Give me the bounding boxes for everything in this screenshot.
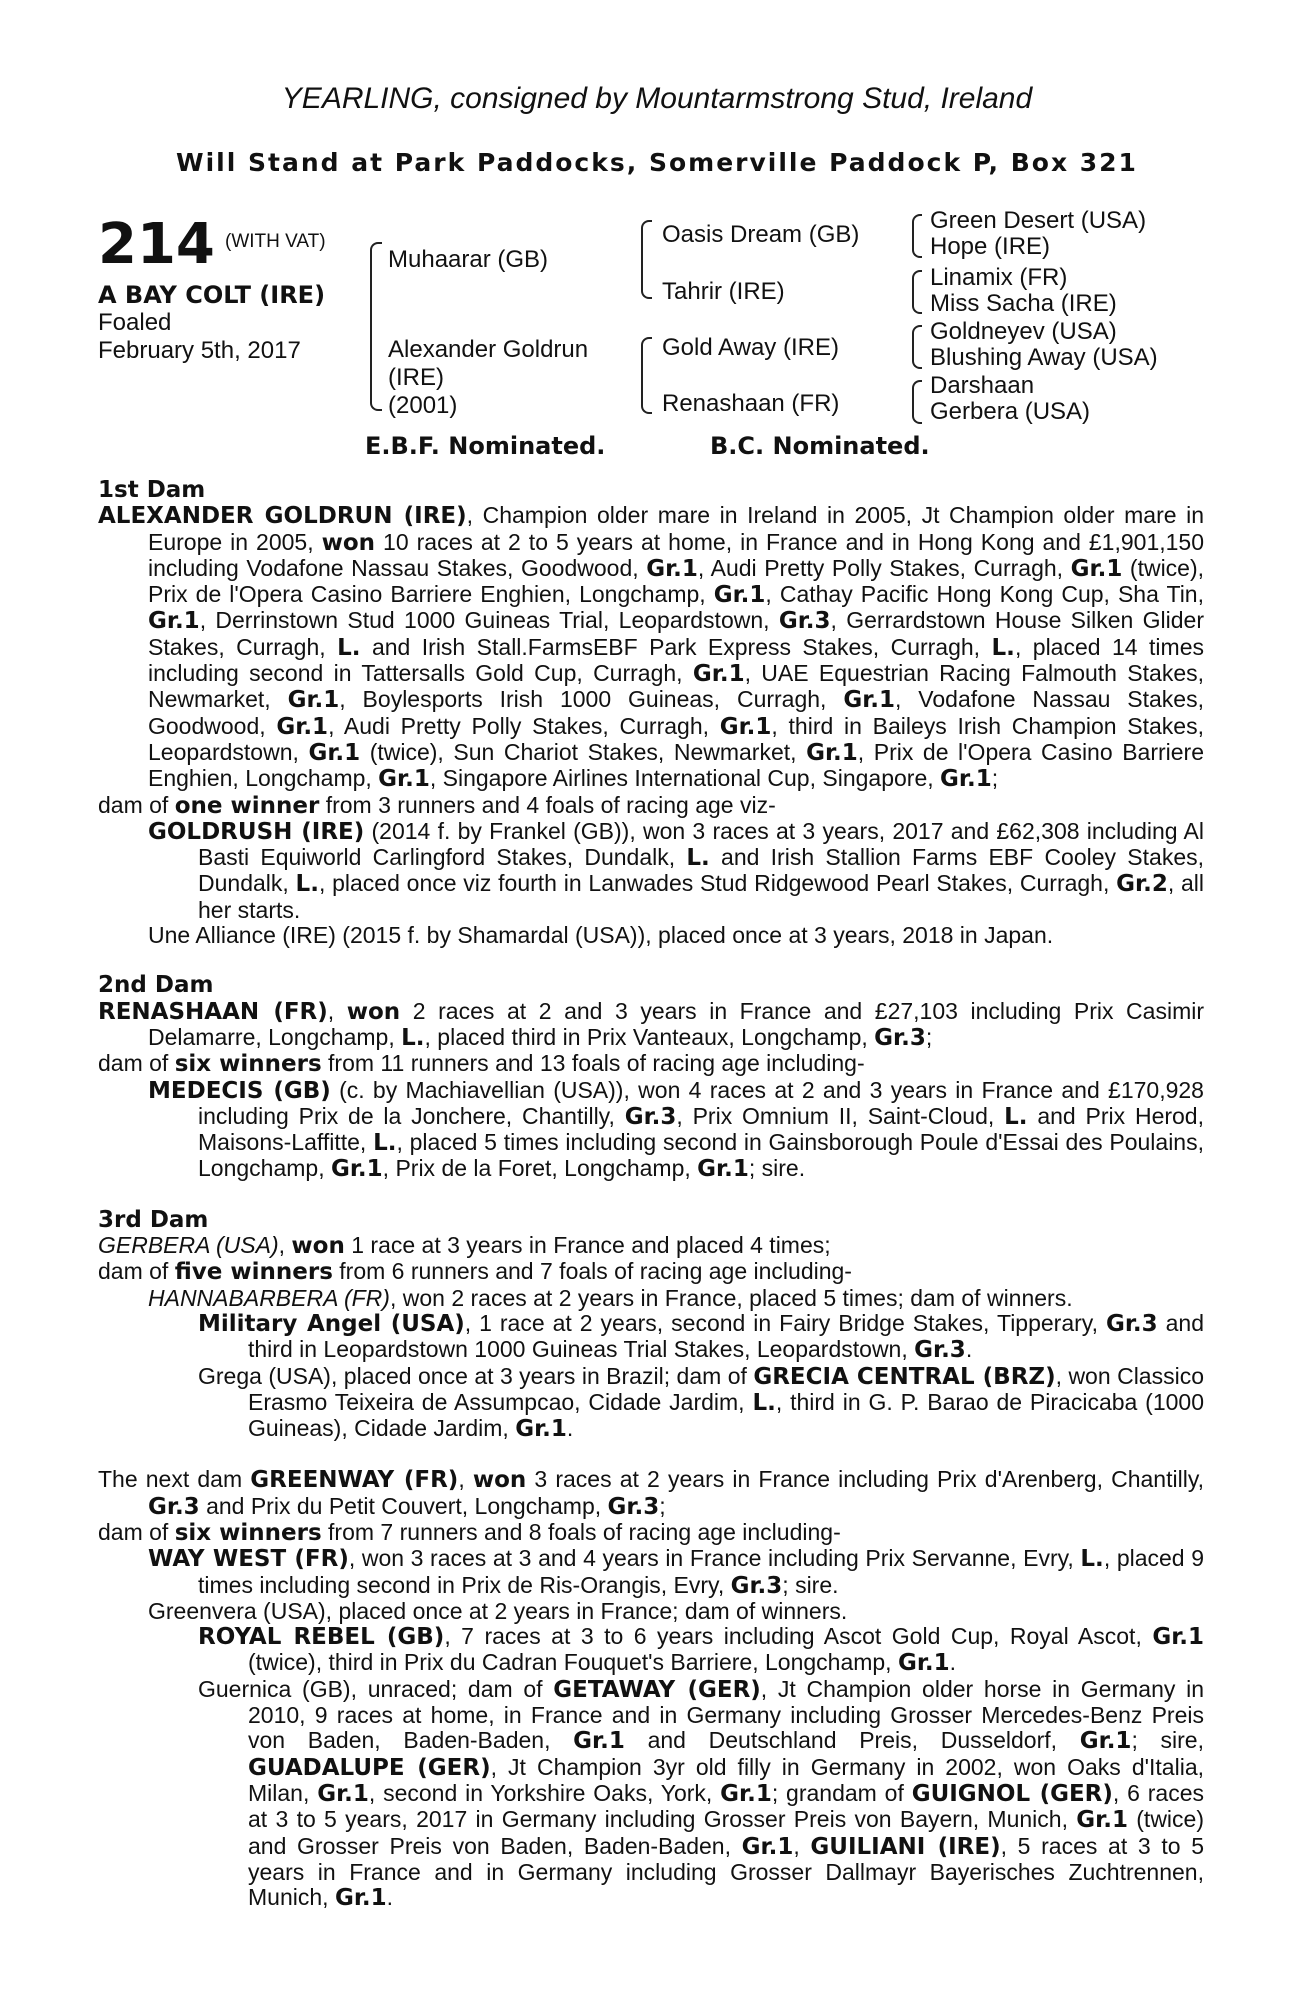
- pedigree-sire-dam: Tahrir (IRE): [662, 278, 785, 305]
- second-dam-entry: RENASHAAN (FR), won 2 races at 2 and 3 years in France and £27,103 including Prix Casimir Delamarre, Longchamp, L., placed third in Prix Vanteaux, Longchamp, Gr.3;: [98, 997, 1204, 1051]
- first-dam-entry: ALEXANDER GOLDRUN (IRE), Champion older mare in Ireland in 2005, Jt Champion older mare in Europe in 2005, won 10 races at 2 to 5 years at home, in France and in Hong Kong and £1,901,150 including Vodafone Nassau Stakes, Goodwood, Gr.1, Audi Pretty Polly Stakes, Curragh, Gr.1 (twice), Prix de l'Opera Casino Barriere Enghien, Longchamp, Gr.1, Cathay Pacific Hong Kong Cup, Sha Tin, Gr.1, Derrinstown Stud 1000 Guineas Trial, Leopardstown, Gr.3, Gerrardstown House Silken Glider Stakes, Curragh, L. and Irish Stall.FarmsEBF Park Express Stakes, Curragh, L., placed 14 times including second in Tattersalls Gold Cup, Curragh, Gr.1, UAE Equestrian Racing Falmouth Stakes, Newmarket, Gr.1, Boylesports Irish 1000 Guineas, Curragh, Gr.1, Vodafone Nassau Stakes, Goodwood, Gr.1, Audi Pretty Polly Stakes, Curragh, Gr.1, third in Baileys Irish Champion Stakes, Leopardstown, Gr.1 (twice), Sun Chariot Stakes, Newmarket, Gr.1, Prix de l'Opera Casino Barriere Enghien, Longchamp, Gr.1, Singapore Airlines International Cup, Singapore, Gr.1;: [98, 502, 1205, 793]
- pedigree-g3-3: Linamix (FR): [930, 264, 1068, 291]
- next-dam-produce-intro: dam of six winners from 7 runners and 8 foals of racing age including-: [98, 1518, 841, 1546]
- pedigree-brace: [370, 242, 382, 411]
- pedigree-g3-6: Blushing Away (USA): [930, 344, 1158, 371]
- pedigree-g3-7: Darshaan: [930, 372, 1035, 399]
- produce-military-angel: Military Angel (USA), 1 race at 2 years, second in Fairy Bridge Stakes, Tipperary, Gr.3 and third in Leopardstown 1000 Guineas Trial Stakes, Leopardstown, Gr.3.: [198, 1309, 1204, 1364]
- produce-royal-rebel: ROYAL REBEL (GB), 7 races at 3 to 6 years including Ascot Gold Cup, Royal Ascot, Gr.1 (twice), third in Prix du Cadran Fouquet's Barriere, Longchamp, Gr.1.: [198, 1623, 1204, 1677]
- foaled-date: February 5th, 2017: [98, 337, 301, 364]
- third-dam-entry: GERBERA (USA), won 1 race at 3 years in France and placed 4 times;: [98, 1232, 831, 1260]
- produce-greenvera: Greenvera (USA), placed once at 2 years in France; dam of winners.: [148, 1597, 848, 1624]
- next-dam-entry: The next dam GREENWAY (FR), won 3 races at 2 years in France including Prix d'Arenberg, Chantilly, Gr.3 and Prix du Petit Couvert, Longchamp, Gr.3;: [98, 1466, 1205, 1520]
- second-dam-produce-intro: dam of six winners from 11 runners and 13 foals of racing age including-: [98, 1050, 865, 1078]
- pedigree-sire-sire: Oasis Dream (GB): [662, 221, 860, 248]
- pedigree-dam: Alexander Goldrun (IRE) (2001): [388, 336, 589, 419]
- pedigree-brace: [641, 337, 652, 414]
- pedigree-g3-5: Goldneyev (USA): [930, 318, 1117, 345]
- catalogue-body: [98, 478, 1204, 1911]
- foaled-label: Foaled: [98, 309, 172, 336]
- pedigree-g3-1: Green Desert (USA): [930, 207, 1147, 234]
- third-dam-heading: 3rd Dam: [98, 1206, 209, 1233]
- pedigree-brace: [912, 270, 922, 314]
- produce-way-west: WAY WEST (FR), won 3 races at 3 and 4 years in France including Prix Servanne, Evry, L., placed 9 times including second in Prix de Ris-Orangis, Evry, Gr.3; sire.: [148, 1545, 1204, 1599]
- pedigree-brace: [912, 214, 922, 258]
- produce-goldrush: GOLDRUSH (IRE) (2014 f. by Frankel (GB)), won 3 races at 3 years, 2017 and £62,308 including Al Basti Equiworld Carlingford Stakes, Dundalk, L. and Irish Stallion Farms EBF Cooley Stakes, Dundalk, L., placed once viz fourth in Lanwades Stud Ridgewood Pearl Stakes, Curragh, Gr.2, all her starts.: [148, 817, 1205, 923]
- produce-medecis: MEDECIS (GB) (c. by Machiavellian (USA)), won 4 races at 2 and 3 years in France and £170,928 including Prix de la Jonchere, Chantilly, Gr.3, Prix Omnium II, Saint-Cloud, L. and Prix Herod, Maisons-Laffitte, L., placed 5 times including second in Gainsborough Poule d'Essai des Poulains, Longchamp, Gr.1, Prix de la Foret, Longchamp, Gr.1; sire.: [148, 1076, 1204, 1183]
- first-dam-produce-intro: dam of one winner from 3 runners and 4 foals of racing age viz-: [98, 791, 776, 819]
- pedigree-dam-dam: Renashaan (FR): [662, 390, 840, 417]
- pedigree-brace: [912, 380, 922, 424]
- pedigree-g3-4: Miss Sacha (IRE): [930, 290, 1117, 317]
- pedigree-g3-8: Gerbera (USA): [930, 398, 1091, 425]
- ebf-nominated: E.B.F. Nominated.: [365, 432, 606, 460]
- lot-description: A BAY COLT (IRE): [98, 281, 326, 309]
- consignor-heading: YEARLING, consigned by Mountarmstrong Stud, Ireland: [281, 82, 1033, 115]
- pedigree-dam-sire: Gold Away (IRE): [662, 334, 839, 361]
- second-dam-heading: 2nd Dam: [98, 972, 214, 999]
- produce-guernica: Guernica (GB), unraced; dam of GETAWAY (GER), Jt Champion older horse in Germany in 2010, 9 races at home, in France and in Germany including Grosser Mercedes-Benz Preis von Baden, Baden-Baden, Gr.1 and Deutschland Preis, Dusseldorf, Gr.1; sire, GUADALUPE (GER), Jt Champion 3yr old filly in Germany in 2002, won Oaks d'Italia, Milan, Gr.1, second in Yorkshire Oaks, York, Gr.1; grandam of GUIGNOL (GER), 6 races at 3 to 5 years, 2017 in Germany including Grosser Preis von Bayern, Munich, Gr.1 (twice) and Grosser Preis von Baden, Baden-Baden, Gr.1, GUILIANI (IRE), 5 races at 3 to 5 years in France and in Germany including Grosser Dallmayr Bayerisches Zuchtrennen, Munich, Gr.1.: [198, 1675, 1205, 1912]
- lot-number: 214: [98, 212, 215, 277]
- produce-une-alliance: Une Alliance (IRE) (2015 f. by Shamardal (USA)), placed once at 3 years, 2018 in Japan.: [148, 922, 1054, 949]
- pedigree-sire: Muhaarar (GB): [388, 246, 549, 273]
- third-dam-produce-intro: dam of five winners from 6 runners and 7 foals of racing age including-: [98, 1258, 852, 1286]
- stand-heading: Will Stand at Park Paddocks, Somerville Paddock P, Box 321: [176, 148, 1138, 177]
- pedigree-brace: [912, 325, 922, 369]
- produce-grega: Grega (USA), placed once at 3 years in Brazil; dam of GRECIA CENTRAL (BRZ), won Classico Erasmo Teixeira de Assumpcao, Cidade Jardim, L., third in G. P. Barao de Piracicaba (1000 Guineas), Cidade Jardim, Gr.1.: [198, 1362, 1205, 1443]
- pedigree-g3-2: Hope (IRE): [930, 233, 1051, 260]
- first-dam-heading: 1st Dam: [98, 477, 206, 503]
- bc-nominated: B.C. Nominated.: [710, 432, 930, 460]
- pedigree-brace: [641, 220, 652, 299]
- vat-note: (WITH VAT): [225, 231, 326, 252]
- produce-hannabarbera: HANNABARBERA (FR), won 2 races at 2 years in France, placed 5 times; dam of winners.: [148, 1284, 1073, 1311]
